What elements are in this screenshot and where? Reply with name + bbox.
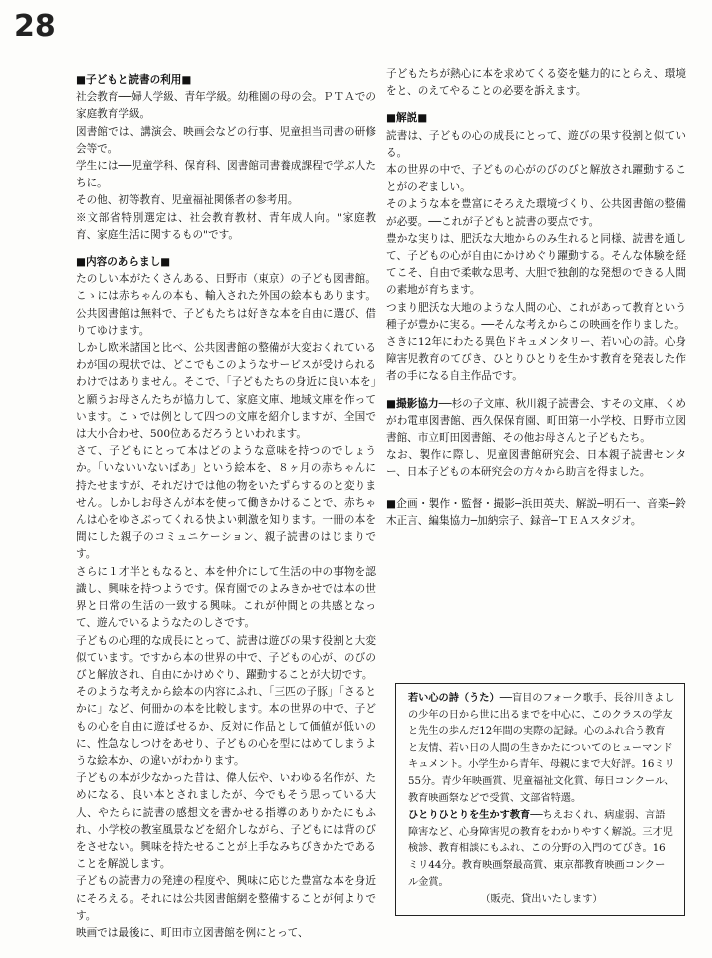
section-heading-commentary: ■解説■	[386, 112, 428, 125]
summary-paragraph: たのしい本がたくさんある、日野市（東京）の子ども図書館。こゝには赤ちゃんの本も、輸入された外国の絵本もあります。公共図書館は無料で、子どもたちは好きな本を自由に選び、借りてゆけます。	[76, 273, 376, 337]
cooperation-note: なお、製作に際し、児童図書館研究会、日本親子読書センター、日本子どもの本研究会の方々から助言を得ました。	[386, 449, 686, 479]
summary-paragraph: 子どもの読書力の発達の程度や、興味に応じた豊富な本を身近にそろえる。それには公共図書館網を整備することが何よりです。	[76, 875, 376, 922]
right-column	[386, 66, 686, 530]
summary-continuation: 子どもたちが熱心に本を求めてくる姿を魅力的にとらえ、環境をと、のえてやることの必要を訴えます。	[386, 68, 686, 98]
commentary-paragraph: 豊かな実りは、肥沃な大地からのみ生れると同様、読書を通して、子どもの心が自由にかけめぐり躍動する。そんな体験を経てこそ、自由で柔軟な思考、大胆で独創的な発想のできる人間の素地が育ちます。	[386, 232, 686, 297]
summary-section	[76, 271, 376, 942]
summary-paragraph: さて、子どもにとって本はどのような意味を持つのでしょうか。「いないいないばあ」という絵本を、８ヶ月の赤ちゃんに持たせますが、それだけでは他の物をいたずらするのと変りません。しかしお母さんが本を使って働きかけることで、赤ちゃんは心をゆさぶってくれる快よい刺激を知ります。一冊の本を間にした親子のコミュニケーション、親子読書のはじまりです。	[76, 445, 376, 561]
cooperation-list: ──杉の子文庫、秋川親子読書会、すその文庫、くめがわ電車図書館、西久保保育園、町田第一小学校、日野市立図書館、市立町田図書館、その他お母さんと子どもたち。	[386, 397, 686, 445]
usage-section	[76, 89, 376, 244]
commentary-paragraph: そのような本を豊富にそろえた環境づくり、公共図書館の整備が必要。──これが子どもと読書の要点です。	[386, 198, 686, 228]
film-title-1: 若い心の詩（うた）	[408, 692, 500, 704]
film-info-box	[395, 683, 685, 916]
usage-paragraph: 図書館では、講演会、映画会などの行事、児童担当司書の研修会等で。	[76, 125, 376, 155]
section-heading-summary: ■内容のあらまし■	[76, 256, 171, 269]
section-heading-cooperation: ■撮影協力	[386, 397, 439, 410]
film-title-2: ひとりひとりを生かす教育	[408, 809, 531, 822]
commentary-paragraph: さきに12年にわたる異色ドキュメンタリー、若い心の詩。心身障害児教育のてびき、ひとりひとりを生かす教育を発表した作者の手になる自主作品です。	[386, 336, 686, 383]
left-column	[76, 72, 376, 942]
film-entry-1	[408, 690, 675, 807]
usage-paragraph: ※文部省特別選定は、社会教育教材、青年成人向。"家庭教育、家庭生活に関するもの"です。	[76, 211, 376, 241]
page-number: 28	[14, 9, 56, 44]
commentary-paragraph: 読書は、子どもの心の成長にとって、遊びの果す役割と似ている。	[386, 129, 686, 159]
film-entry-2	[408, 807, 675, 891]
usage-paragraph: 学生には──児童学科、保育科、図書館司書養成課程で学ぶ人たちに。	[76, 160, 376, 190]
film-description-2: ──ちえおくれ、病虚弱、言語障害など、心身障害児の教育をわかりやすく解説。三才児検診、教育相談にもふれ、この分野の入門のてびき。16ミリ44分。教育映画祭最高賞、東京都教育映画コンクール金賞。	[408, 810, 673, 888]
usage-paragraph: その他、初等教育、児童福祉関係者の参考用。	[76, 194, 299, 207]
commentary-paragraph: 本の世界の中で、子どもの心がのびのびと解放され躍動することがのぞましい。	[386, 164, 686, 194]
cooperation-section	[386, 396, 686, 448]
commentary-paragraph: つまり肥沃な大地のような人間の心、これがあって教育という種子が豊かに実る。──そんな考えからこの映画を作りました。	[386, 301, 686, 331]
section-heading-usage: ■子どもと読書の利用■	[76, 74, 192, 86]
summary-paragraph: しかし欧米諸国と比べ、公共図書館の整備が大変おくれているわが国の現状では、どこでもこのようなサービスが受けられるわけではありません。そこで、「子どもたちの身近に良い本を」と願うお母さんたちが協力して、家庭文庫、地域文庫を作っています。こゝでは例として四つの文庫を紹介しますが、全国では大小合わせ、500位あるだろうといわれます。	[76, 342, 376, 441]
summary-paragraph: 子どもの本が少なかった昔は、偉人伝や、いわゆる名作が、ためになる、良い本とされましたが、今でもそう思っている大人、やたらに読書の感想文を書かせる指導のありかたにもふれ、小学校の教室風景などを紹介しながら、子どもには背のびをさせない。興味を持たせることが上手なみちびきかたであることを解説します。	[76, 772, 376, 871]
summary-paragraph: 映画では最後に、町田市立図書館を例にとって、	[76, 926, 309, 939]
summary-paragraph: 子どもの心理的な成長にとって、読書は遊びの果す役割と大変似ています。ですから本の世界の中で、子どもの心が、のびのびと解放され、自由にかけめぐり、躍動することが大切です。	[76, 634, 376, 681]
sales-rental-note: （販売、貸出いたします）	[480, 894, 603, 906]
production-credits: ■企画・製作・監督・撮影─浜田英夫、解説─明石一、音楽─鈴木正言、編集協力─加納宗子、録音─ＴＥＡスタジオ。	[386, 497, 686, 527]
film-description-1: ──盲目のフォーク歌手、長谷川きよしの少年の日から世に出るまでを中心に、このクラスの学友と先生の歩んだ12年間の実際の記録。心のふれ合う教育と友情、若い日の人間の生きかたについてのヒューマンドキュメント。小学生から青年、母親にまで大好評。16ミリ55分。青少年映画賞、児童福祉文化賞、毎日コンクール、教育映画祭などで受賞、文部省特選。	[408, 693, 675, 804]
commentary-section	[386, 128, 686, 386]
summary-paragraph: そのような考えから絵本の内容にふれ、「三匹の子豚」「さるとかに」など、何冊かの本を比較します。本の世界の中で、子どもの心を自由に遊ばせるか、反対に作品として価値が低いのに、性急なしつけをあせり、子どもの心を型にはめてしまうような絵本か、の違いがわかります。	[76, 686, 376, 767]
usage-paragraph: 社会教育──婦人学級、青年学級。幼稚園の母の会。ＰＴＡでの家庭教育学級。	[76, 91, 376, 121]
summary-paragraph: さらに１才半ともなると、本を仲介にして生活の中の事物を認識し、興味を持つようです。保育園でのよみきかせでは本の世界と日常の生活の一致する興味。これが仲間との共感となって、遊んでいるようなたのしさです。	[76, 565, 376, 630]
